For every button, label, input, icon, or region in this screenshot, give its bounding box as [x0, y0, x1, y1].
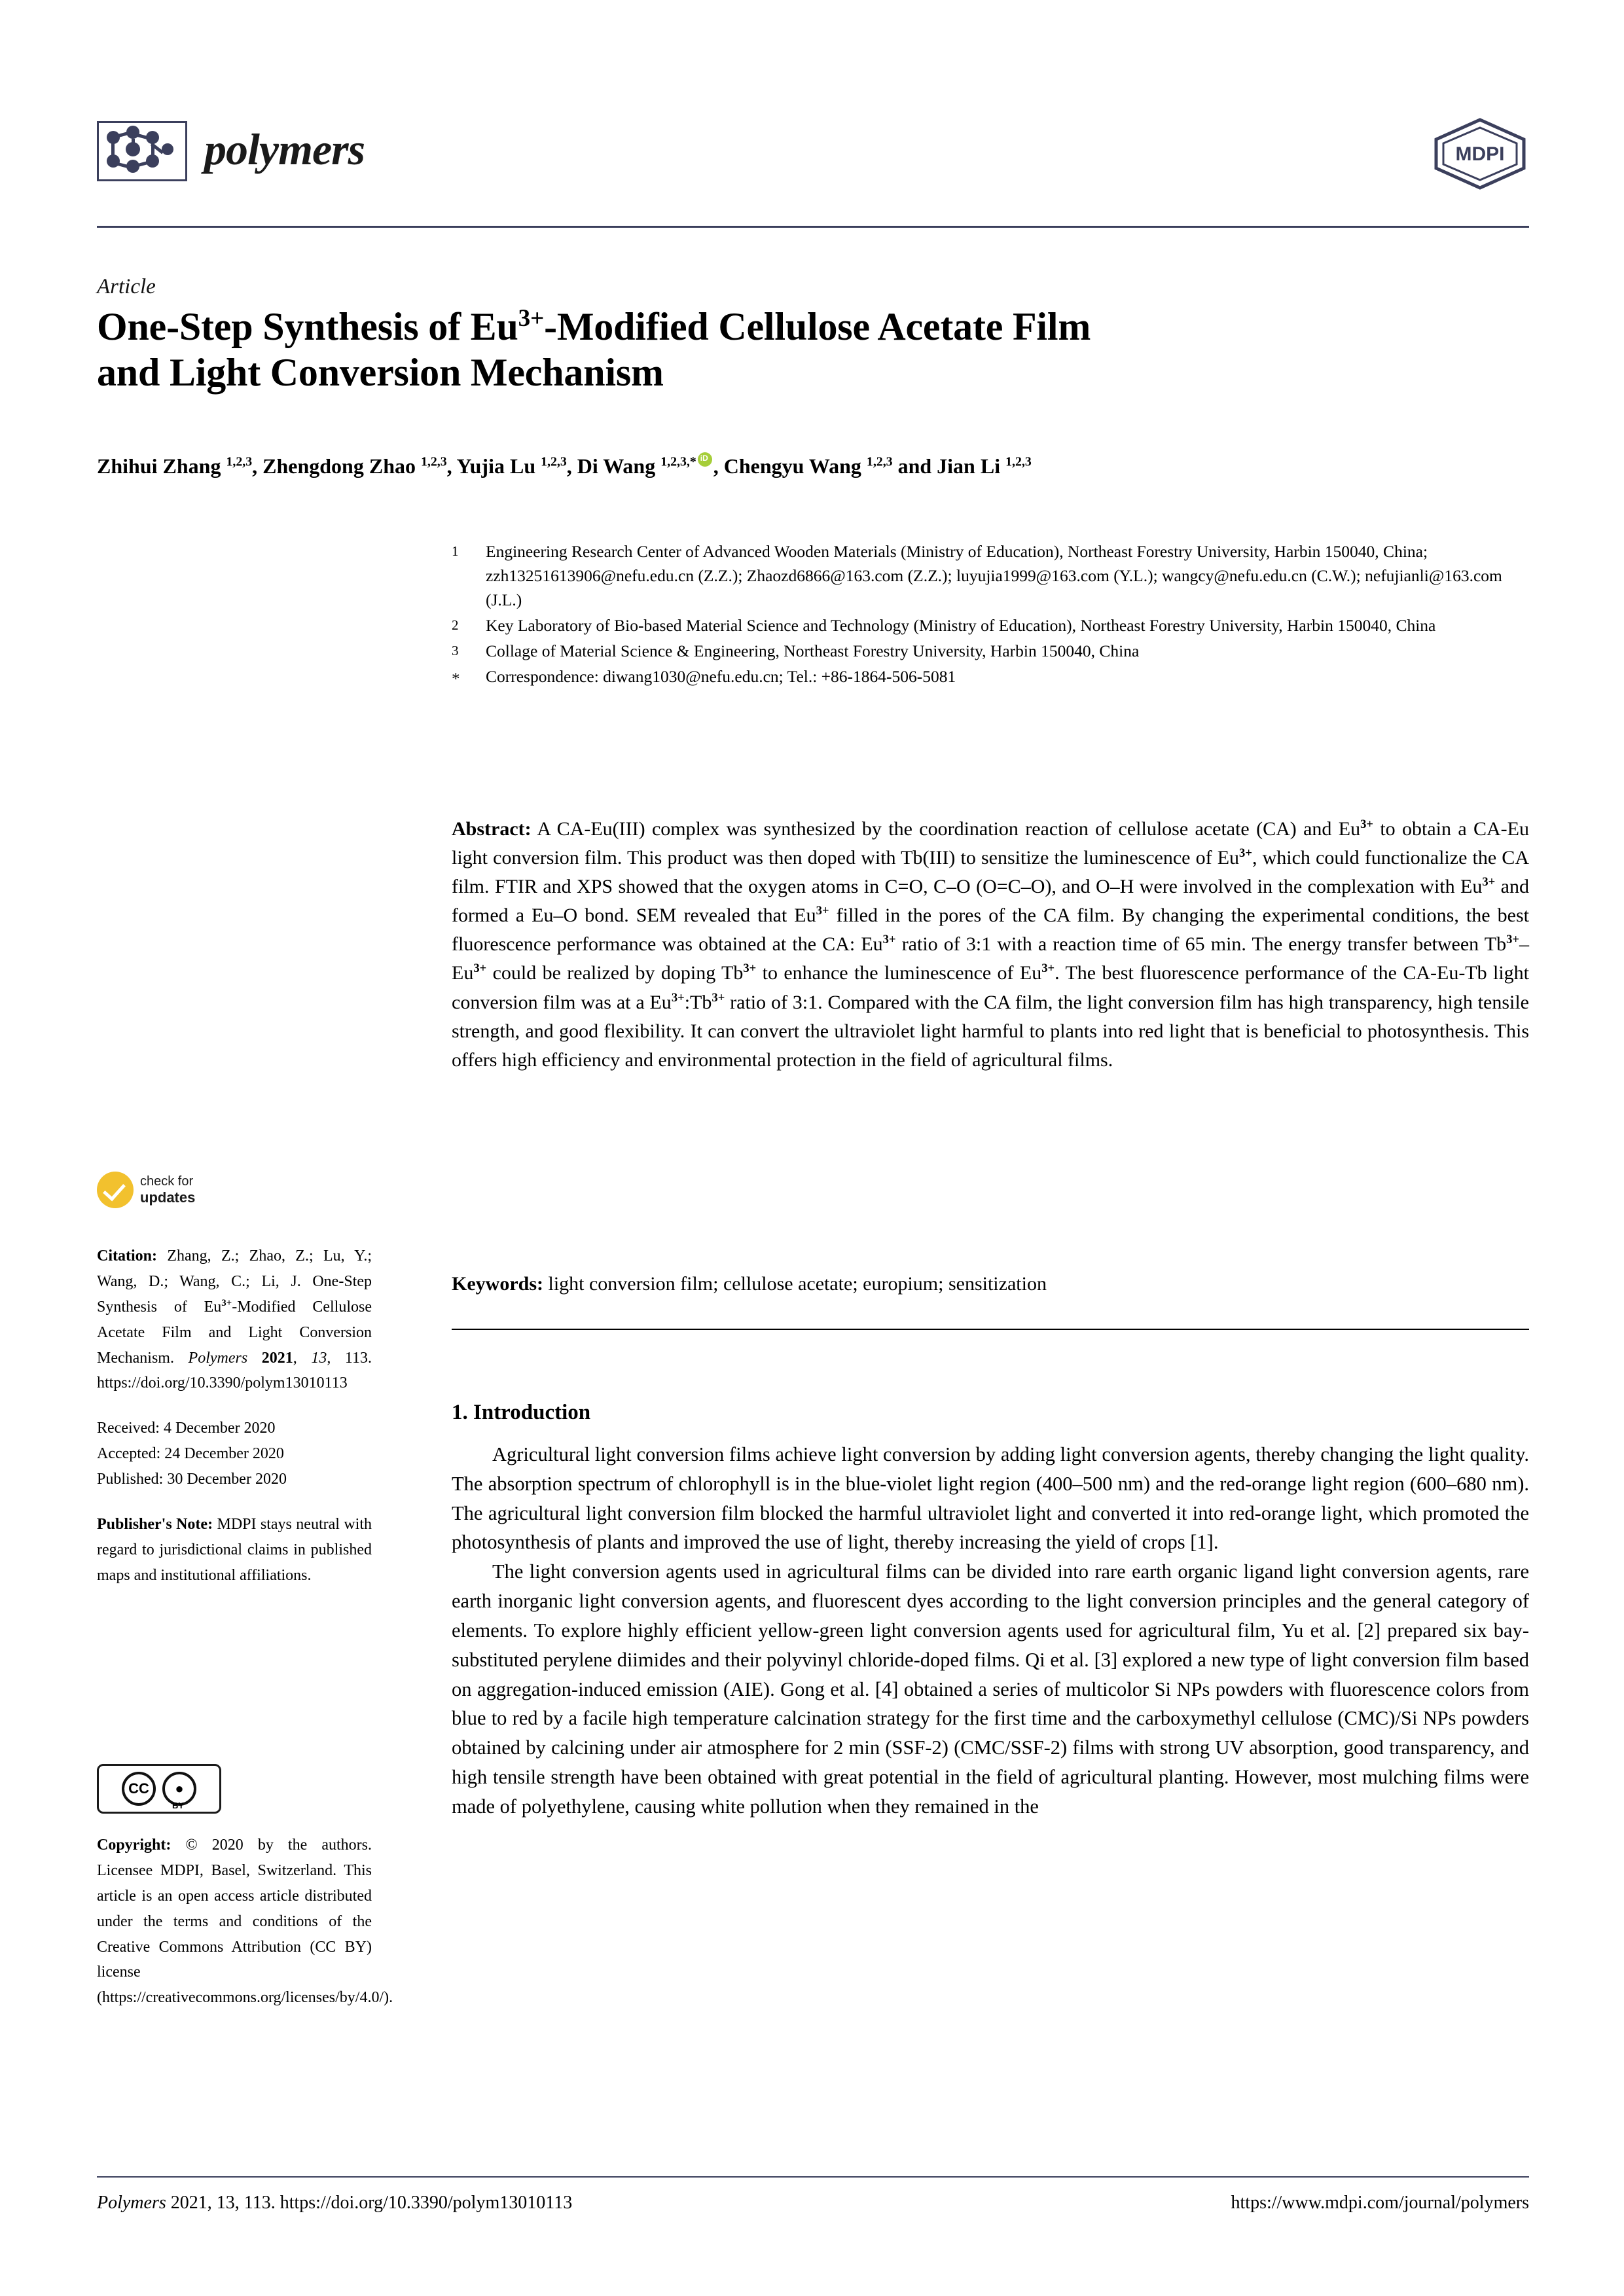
- check-for-updates-label: [140, 1174, 195, 1206]
- citation-block: Citation: Zhang, Z.; Zhao, Z.; Lu, Y.; Wang, D.; Wang, C.; Li, J. One-Step Synthesis of $Eu^{3+}$-Modified Cellulose Acetate Film and Light Conversion Mechanism. Polymers 2021, 13, 113. https://doi.org/10.3390/polym13010113: [97, 1247, 372, 1392]
- journal-name: polymers: [204, 124, 365, 174]
- footer-journal: Polymers: [97, 2193, 166, 2213]
- correspondence-item: [452, 665, 1529, 691]
- abstract-label: Abstract:: [452, 818, 532, 840]
- published-date: Published: 30 December 2020: [97, 1471, 287, 1488]
- page-title: One-Step Synthesis of $Eu^{3+}$-Modified Cellulose Acetate Film and Light Conversion Mechanism: [97, 305, 1091, 394]
- keywords-text: light conversion film; cellulose acetate; europium; sensitization: [548, 1273, 1047, 1295]
- cc-by-person-icon: ●: [162, 1772, 196, 1806]
- check-for-text: check for: [140, 1174, 194, 1189]
- citation-volume: 13: [311, 1349, 327, 1367]
- affiliation-text: Collage of Material Science & Engineering, Northeast Forestry University, Harbin 150040, China: [486, 641, 1140, 660]
- affiliation-text: Engineering Research Center of Advanced Wooden Materials (Ministry of Education), Northeast Forestry University, Harbin 150040, China; zzh13251613906@nefu.edu.cn (Z.Z.); Zhaozd6866@163.com (Z.Z.); luyujia1999@163.com (Y.L.); wangcy@nefu.edu.cn (C.W.); nefujianli@163.com (J.L.): [486, 542, 1502, 609]
- copyright-body: © 2020 by the authors. Licensee MDPI, Basel, Switzerland. This article is an open access article distributed under the terms and conditions of the Creative Commons Attribution (CC BY) license (https://creativecommons.org/licenses/by/4.0/).: [97, 1837, 393, 2007]
- footer-divider: [97, 2176, 1529, 2178]
- footer-citation-rest: 2021, 13, 113. https://doi.org/10.3390/polym13010113: [170, 2193, 573, 2213]
- citation-journal: Polymers: [188, 1349, 248, 1367]
- paragraph: The light conversion agents used in agricultural films can be divided into rare earth organic ligand light conversion agents, rare earth inorganic light conversion agents, and fluorescent dyes according to the light conversion principles and the general category of elements. To explore highly efficient yellow-green light conversion agents used for agricultural film, Yu et al. [2] prepared six bay-substituted perylene diimides and their polyvinyl chloride-doped films. Qi et al. [3] explored a new type of light conversion film based on aggregation-induced emission (AIE). Gong et al. [4] obtained a series of multicolor Si NPs powders with fluorescence colors from blue to red by a facile high temperature calcination strategy for the first time and the carboxymethyl cellulose (CMC)/Si NPs powders obtained by calcining under air atmosphere for 2 min (SSF-2) (CMC/SSF-2) films with strong UV absorption, good transparency, and high tensile strength have been obtained with great potential in the field of agricultural planting. However, most mulching films were made of polyethylene, causing white pollution when they remained in the: [452, 1560, 1529, 1818]
- footer-journal-url[interactable]: https://www.mdpi.com/journal/polymers: [1231, 2193, 1529, 2213]
- section-heading-introduction: 1. Introduction: [452, 1401, 591, 1424]
- paragraph: Agricultural light conversion films achieve light conversion by adding light conversion agents, thereby changing the light quality. The absorption spectrum of chlorophyll is in the blue-violet light region (400–500 nm) and the red-orange light region (600–680 nm). The agricultural light conversion film blocked the harmful ultraviolet light and converted it into red-orange light, which promoted the photosynthesis of plants and improved the use of light, thereby increasing the yield of crops [1].: [452, 1443, 1529, 1554]
- publishers-note-text: MDPI stays neutral with regard to jurisdictional claims in published maps and institutional affiliations.: [97, 1515, 372, 1584]
- affiliations-block: [452, 540, 1529, 692]
- accepted-date: Accepted: 24 December 2020: [97, 1445, 284, 1463]
- citation-label: Citation:: [97, 1247, 157, 1265]
- publishers-note-label: Publisher's Note:: [97, 1515, 213, 1533]
- svg-text:MDPI: MDPI: [1455, 143, 1505, 165]
- affiliation-item: [452, 639, 1529, 664]
- copyright-label: Copyright:: [97, 1837, 171, 1854]
- publishers-note: [97, 1512, 372, 1588]
- citation-doi[interactable]: https://doi.org/10.3390/polym13010113: [97, 1374, 348, 1392]
- affiliation-number: 1: [452, 543, 459, 559]
- orcid-icon[interactable]: [698, 452, 712, 467]
- affiliation-text: Key Laboratory of Bio-based Material Science and Technology (Ministry of Education), Northeast Forestry University, Harbin 150040, China: [486, 615, 1436, 635]
- keywords-label: Keywords:: [452, 1273, 543, 1295]
- footer-citation: [97, 2193, 572, 2214]
- polymers-molecule-logo-icon: [97, 121, 187, 181]
- cc-icon: CC: [122, 1772, 156, 1806]
- page-header: [97, 121, 1529, 219]
- article-type-label: Article: [97, 275, 156, 298]
- mdpi-logo-icon[interactable]: [1431, 117, 1529, 190]
- copyright-block: [97, 1833, 393, 2030]
- correspondence-text: Correspondence: diwang1030@nefu.edu.cn; Tel.: +86-1864-506-5081: [486, 666, 956, 686]
- checkmark-icon: [97, 1172, 134, 1208]
- citation-year: 2021: [261, 1349, 293, 1367]
- creative-commons-badge[interactable]: [97, 1764, 221, 1814]
- affiliation-item: [452, 614, 1529, 638]
- keywords-block: [452, 1270, 1529, 1299]
- copyright-text: [97, 1833, 393, 2011]
- keywords-divider: [452, 1329, 1529, 1330]
- journal-logo[interactable]: [97, 121, 365, 181]
- affiliation-number: 3: [452, 642, 459, 658]
- cc-by-label: BY: [172, 1801, 185, 1810]
- abstract-block: Abstract: A CA-Eu(III) complex was synthesized by the coordination reaction of cellulose acetate (CA) and $Eu^{3+}$ to obtain a CA-Eu light conversion film. This product was then doped with Tb(III) to sensitize the luminescence of $Eu^{3+}$, which could functionalize the CA film. FTIR and XPS showed that the oxygen atoms in C=O, C–O (O=C–O), and O–H were involved in the complexation with $Eu^{3+}$ and formed a Eu–O bond. SEM revealed that $Eu^{3+}$ filled in the pores of the CA film. By changing the experimental conditions, the best fluorescence performance was obtained at the CA: $Eu^{3+}$ ratio of 3:1 with a reaction time of 65 min. The energy transfer between $Tb^{3+}-Eu^{3+}$ could be realized by doping $Tb^{3+}$ to enhance the luminescence of $Eu^{3+}$. The best fluorescence performance of the CA-Eu-Tb light conversion film was at a $Eu^{3+}:Tb^{3+}$ ratio of 3:1. Compared with the CA film, the light conversion film has high transparency, high tensile strength, and good flexibility. It can convert the ultraviolet light harmful to plants into red light that is beneficial to photosynthesis. This offers high efficiency and environmental protection in the field of agricultural films.: [452, 817, 1529, 1071]
- body-content: [452, 1440, 1529, 1821]
- sidebar-metadata: [97, 1244, 372, 1608]
- updates-text: updates: [140, 1189, 196, 1206]
- received-date: Received: 4 December 2020: [97, 1420, 276, 1437]
- affiliation-number: 2: [452, 617, 459, 633]
- header-divider: [97, 226, 1529, 228]
- author-list: Zhihui Zhang $^{1,2,3}$, Zhengdong Zhao $^{1,2,3}$, Yujia Lu $^{1,2,3}$, Di Wang $^{1,2,3,*}$ iD , Chengyu Wang $^{1,2,3}$ and Jian Li $^{1,2,3}$: [97, 452, 1529, 481]
- correspondence-marker: *: [452, 670, 460, 688]
- affiliation-item: [452, 540, 1529, 613]
- check-for-updates-badge[interactable]: [97, 1172, 228, 1208]
